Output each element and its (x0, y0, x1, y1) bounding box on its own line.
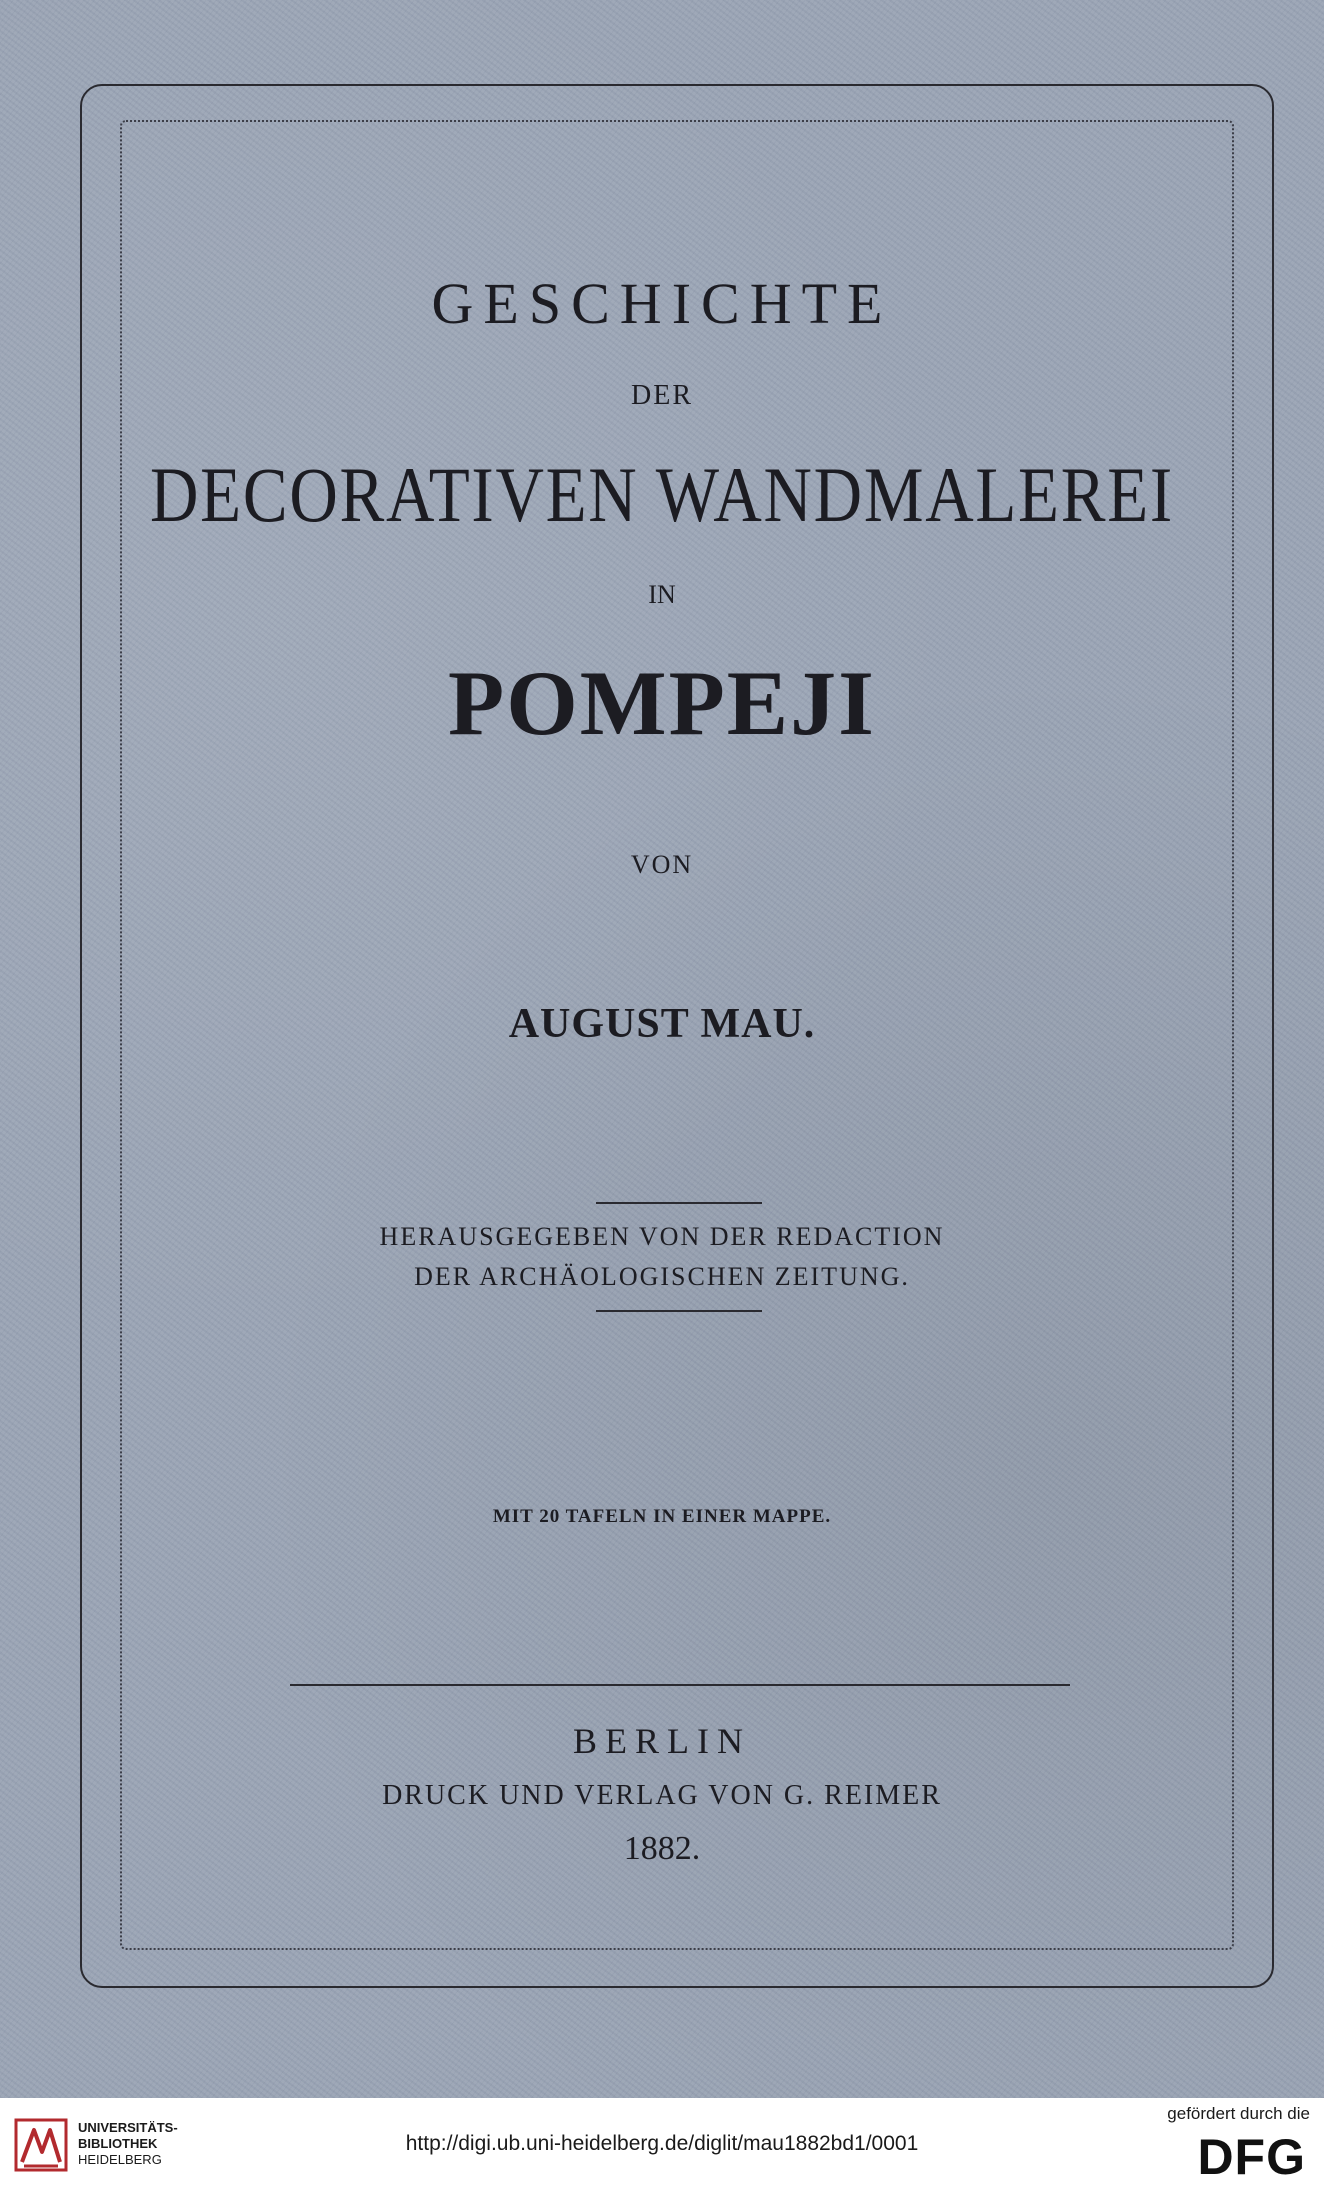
divider-lower (596, 1310, 762, 1312)
title-line-der: DER (631, 380, 693, 411)
permalink-url[interactable]: http://digi.ub.uni-heidelberg.de/diglit/mau1882bd1/0001 (405, 2132, 919, 2155)
by-line: VON (630, 850, 694, 879)
library-name-line-3: HEIDELBERG (78, 2152, 162, 2167)
imprint-place: BERLIN (573, 1721, 751, 1761)
imprint-year: 1882. (623, 1830, 701, 1867)
dfg-logo[interactable]: DFG (1197, 2129, 1306, 2185)
library-name-line-2: BIBLIOTHEK (78, 2136, 158, 2151)
viewer-footer (0, 2098, 1324, 2192)
title-line-in: IN (648, 580, 676, 609)
plates-note: MIT 20 TAFELN IN EINER MAPPE. (492, 1506, 832, 1527)
library-name-line-1: UNIVERSITÄTS- (78, 2120, 178, 2135)
title-line-decorativen: DECORATIVEN WANDMALEREI (150, 451, 1174, 538)
imprint-publisher: DRUCK UND VERLAG VON G. REIMER (382, 1780, 942, 1811)
editor-line-2: DER ARCHÄOLOGISCHEN ZEITUNG. (414, 1262, 910, 1291)
funder-label: gefördert durch die (1167, 2104, 1310, 2123)
author-name: AUGUST MAU. (508, 1001, 816, 1047)
title-line-pompeji: POMPEJI (448, 652, 876, 754)
divider-upper (596, 1202, 762, 1204)
imprint-divider (290, 1684, 1070, 1686)
title-line-geschichte: GESCHICHTE (431, 271, 893, 336)
editor-line-1: HERAUSGEGEBEN VON DER REDACTION (379, 1222, 945, 1251)
